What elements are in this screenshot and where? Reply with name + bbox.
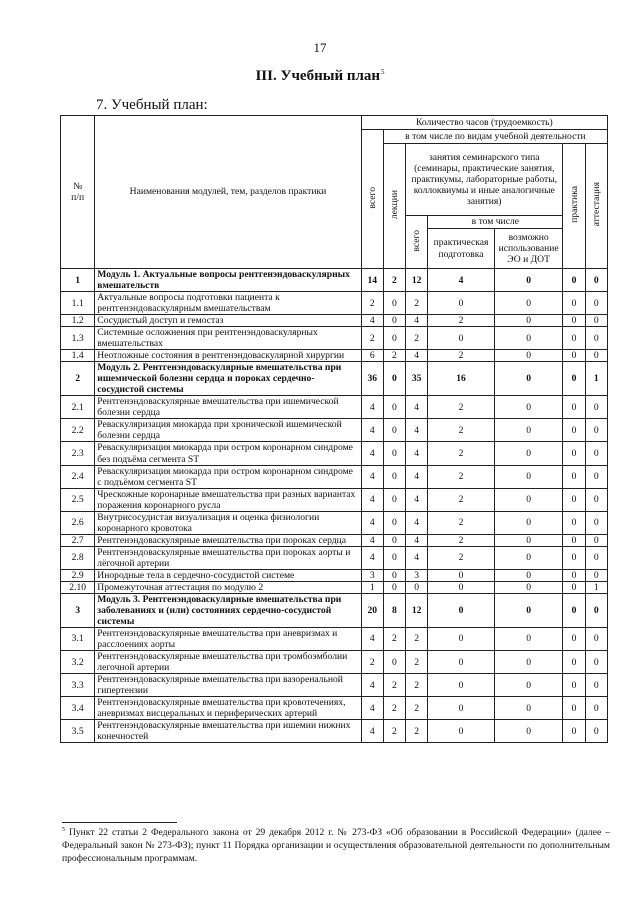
- cell-lec: 0: [383, 534, 405, 546]
- cell-eo: 0: [494, 269, 563, 292]
- cell-eo: 0: [494, 546, 563, 569]
- table-row: [61, 651, 608, 674]
- cell-att: 0: [585, 534, 607, 546]
- cell-lec: 2: [383, 674, 405, 697]
- cell-sem: 4: [406, 546, 428, 569]
- cell-pr: 0: [563, 546, 585, 569]
- cell-num: 1: [61, 269, 95, 292]
- cell-pp: 2: [428, 442, 495, 465]
- cell-pp: 2: [428, 488, 495, 511]
- cell-pp: 2: [428, 465, 495, 488]
- cell-eo: 0: [494, 327, 563, 350]
- cell-eo: 0: [494, 569, 563, 581]
- cell-pr: 0: [563, 465, 585, 488]
- cell-name: Инородные тела в сердечно-сосудистой системе: [95, 569, 361, 581]
- header-lectures-text: лекции: [388, 189, 400, 220]
- cell-sem: 12: [406, 269, 428, 292]
- cell-att: 0: [585, 419, 607, 442]
- cell-name: Чрескожные коронарные вмешательства при разных вариантах поражения коронарного русла: [95, 488, 361, 511]
- cell-sem: 2: [406, 720, 428, 743]
- cell-name: Промежуточная аттестация по модулю 2: [95, 581, 361, 593]
- cell-pr: 0: [563, 651, 585, 674]
- cell-total: 36: [361, 362, 383, 396]
- cell-name: Рентгенэндоваскулярные вмешательства при пороках аорты и лёгочной артерии: [95, 546, 361, 569]
- cell-pp: 0: [428, 627, 495, 650]
- cell-lec: 0: [383, 465, 405, 488]
- cell-name: Рентгенэндоваскулярные вмешательства при кровотечениях, аневризмах висцеральных и периферических артерий: [95, 697, 361, 720]
- cell-sem: 4: [406, 488, 428, 511]
- cell-lec: 0: [383, 569, 405, 581]
- cell-lec: 0: [383, 396, 405, 419]
- footnote-divider: [62, 822, 177, 823]
- cell-total: 2: [361, 327, 383, 350]
- cell-lec: 0: [383, 362, 405, 396]
- cell-lec: 0: [383, 442, 405, 465]
- cell-pr: 0: [563, 327, 585, 350]
- cell-name: Сосудистый доступ и гемостаз: [95, 315, 361, 327]
- cell-total: 4: [361, 674, 383, 697]
- cell-num: 2.4: [61, 465, 95, 488]
- cell-sem: 4: [406, 465, 428, 488]
- table-row: [61, 511, 608, 534]
- cell-att: 0: [585, 651, 607, 674]
- cell-pr: 0: [563, 511, 585, 534]
- cell-lec: 8: [383, 593, 405, 627]
- cell-att: 0: [585, 627, 607, 650]
- cell-att: 0: [585, 674, 607, 697]
- cell-name: Рентгенэндоваскулярные вмешательства при ишемии нижних конечностей: [95, 720, 361, 743]
- cell-pr: 0: [563, 488, 585, 511]
- cell-total: 4: [361, 396, 383, 419]
- cell-eo: 0: [494, 488, 563, 511]
- table-row: [61, 419, 608, 442]
- cell-att: 0: [585, 511, 607, 534]
- cell-eo: 0: [494, 720, 563, 743]
- header-lectures: [383, 144, 405, 269]
- table-row: [61, 569, 608, 581]
- cell-total: 4: [361, 488, 383, 511]
- header-attestation: [585, 144, 607, 269]
- table-row: [61, 627, 608, 650]
- cell-lec: 2: [383, 269, 405, 292]
- cell-sem: 2: [406, 651, 428, 674]
- cell-lec: 2: [383, 627, 405, 650]
- cell-name: Модуль 1. Актуальные вопросы рентгенэндоваскулярных вмешательств: [95, 269, 361, 292]
- module-row: [61, 593, 608, 627]
- cell-eo: 0: [494, 593, 563, 627]
- cell-pp: 0: [428, 292, 495, 315]
- cell-num: 3.3: [61, 674, 95, 697]
- cell-num: 2.5: [61, 488, 95, 511]
- cell-pp: 2: [428, 511, 495, 534]
- cell-pr: 0: [563, 534, 585, 546]
- cell-pp: 0: [428, 651, 495, 674]
- cell-att: 0: [585, 697, 607, 720]
- cell-num: 1.2: [61, 315, 95, 327]
- cell-num: 1.1: [61, 292, 95, 315]
- cell-lec: 0: [383, 327, 405, 350]
- table-row: [61, 546, 608, 569]
- cell-total: 2: [361, 292, 383, 315]
- header-seminar: занятия семинарского типа (семинары, практические занятия, практикумы, лабораторные работы, коллоквиумы и иные аналогичные занятия): [406, 144, 563, 216]
- cell-name: Рентгенэндоваскулярные вмешательства при тромбоэмболии легочной артерии: [95, 651, 361, 674]
- footnote: [62, 826, 610, 866]
- cell-pp: 0: [428, 674, 495, 697]
- cell-eo: 0: [494, 511, 563, 534]
- page-number: 17: [313, 40, 327, 55]
- module-row: [61, 362, 608, 396]
- cell-pp: 0: [428, 697, 495, 720]
- cell-num: 3.1: [61, 627, 95, 650]
- cell-name: Рентгенэндоваскулярные вмешательства при вазоренальной гипертензии: [95, 674, 361, 697]
- cell-total: 4: [361, 546, 383, 569]
- cell-total: 4: [361, 627, 383, 650]
- cell-pp: 2: [428, 315, 495, 327]
- cell-lec: 0: [383, 546, 405, 569]
- cell-sem: 35: [406, 362, 428, 396]
- cell-sem: 12: [406, 593, 428, 627]
- cell-sem: 2: [406, 292, 428, 315]
- cell-total: 20: [361, 593, 383, 627]
- table-row: [61, 292, 608, 315]
- header-practice-text: практика: [568, 186, 580, 223]
- cell-lec: 2: [383, 697, 405, 720]
- module-row: [61, 269, 608, 292]
- cell-sem: 2: [406, 327, 428, 350]
- cell-pp: 2: [428, 350, 495, 362]
- cell-total: 4: [361, 465, 383, 488]
- cell-pr: 0: [563, 350, 585, 362]
- cell-att: 0: [585, 292, 607, 315]
- cell-name: Модуль 2. Рентгенэндоваскулярные вмешательства при ишемической болезни сердца и пороках сердечно-сосудистой системы: [95, 362, 361, 396]
- cell-name: Неотложные состояния в рентгенэндоваскулярной хирургии: [95, 350, 361, 362]
- cell-name: Модуль 3. Рентгенэндоваскулярные вмешательства при заболеваниях и (или) состояниях сердечно-сосудистой системы: [95, 593, 361, 627]
- cell-lec: 0: [383, 651, 405, 674]
- cell-att: 0: [585, 350, 607, 362]
- cell-att: 0: [585, 442, 607, 465]
- cell-pr: 0: [563, 627, 585, 650]
- cell-pp: 0: [428, 569, 495, 581]
- cell-total: 4: [361, 442, 383, 465]
- cell-sem: 2: [406, 674, 428, 697]
- cell-eo: 0: [494, 292, 563, 315]
- cell-att: 0: [585, 569, 607, 581]
- cell-eo: 0: [494, 581, 563, 593]
- header-hours: Количество часов (трудоемкость): [361, 116, 607, 130]
- cell-sem: 4: [406, 315, 428, 327]
- cell-total: 6: [361, 350, 383, 362]
- table-row: [61, 697, 608, 720]
- cell-num: 2.6: [61, 511, 95, 534]
- cell-att: 1: [585, 362, 607, 396]
- cell-name: Рентгенэндоваскулярные вмешательства при аневризмах и расслоениях аорты: [95, 627, 361, 650]
- footnote-marker: 5: [62, 827, 65, 833]
- cell-name: Внутрисосудистая визуализация и оценка физиологии коронарного кровотока: [95, 511, 361, 534]
- cell-pp: 2: [428, 546, 495, 569]
- cell-eo: 0: [494, 362, 563, 396]
- cell-sem: 2: [406, 697, 428, 720]
- cell-lec: 0: [383, 419, 405, 442]
- cell-pr: 0: [563, 569, 585, 581]
- cell-pp: 2: [428, 534, 495, 546]
- cell-num: 2: [61, 362, 95, 396]
- table-row: [61, 720, 608, 743]
- header-total: [361, 130, 383, 269]
- cell-eo: 0: [494, 534, 563, 546]
- cell-lec: 0: [383, 292, 405, 315]
- cell-lec: 0: [383, 315, 405, 327]
- cell-att: 0: [585, 315, 607, 327]
- cell-num: 2.8: [61, 546, 95, 569]
- cell-total: 2: [361, 651, 383, 674]
- table-row: [61, 488, 608, 511]
- cell-total: 4: [361, 534, 383, 546]
- cell-sem: 4: [406, 534, 428, 546]
- cell-eo: 0: [494, 442, 563, 465]
- cell-eo: 0: [494, 419, 563, 442]
- cell-lec: 0: [383, 488, 405, 511]
- cell-total: 4: [361, 315, 383, 327]
- cell-lec: 2: [383, 720, 405, 743]
- cell-num: 1.3: [61, 327, 95, 350]
- cell-num: 2.7: [61, 534, 95, 546]
- table-row: [61, 327, 608, 350]
- cell-att: 0: [585, 327, 607, 350]
- table-row: [61, 350, 608, 362]
- cell-eo: 0: [494, 315, 563, 327]
- cell-pr: 0: [563, 442, 585, 465]
- cell-pr: 0: [563, 315, 585, 327]
- cell-eo: 0: [494, 697, 563, 720]
- cell-att: 1: [585, 581, 607, 593]
- cell-pp: 2: [428, 419, 495, 442]
- header-name: Наименования модулей, тем, разделов практики: [95, 116, 361, 269]
- cell-sem: 3: [406, 569, 428, 581]
- cell-pr: 0: [563, 362, 585, 396]
- footnote-text: Пункт 22 статьи 2 Федерального закона от 29 декабря 2012 г. № 273-ФЗ «Об образовании в Российской Федерации» (далее – Федеральный закон № 273-ФЗ); пункт 11 Порядка организации и осуществления образовательной деятельности по дополнительным профессиональным программам.: [62, 827, 610, 865]
- cell-pp: 2: [428, 396, 495, 419]
- cell-sem: 4: [406, 419, 428, 442]
- cell-lec: 2: [383, 350, 405, 362]
- cell-num: 2.3: [61, 442, 95, 465]
- cell-num: 3.4: [61, 697, 95, 720]
- cell-pp: 0: [428, 720, 495, 743]
- header-attestation-text: аттестация: [590, 182, 602, 227]
- cell-pr: 0: [563, 292, 585, 315]
- cell-att: 0: [585, 546, 607, 569]
- cell-pr: 0: [563, 593, 585, 627]
- cell-eo: 0: [494, 396, 563, 419]
- cell-pp: 16: [428, 362, 495, 396]
- cell-total: 4: [361, 720, 383, 743]
- cell-pp: 0: [428, 581, 495, 593]
- header-by-type: в том числе по видам учебной деятельности: [383, 130, 607, 144]
- cell-num: 3.5: [61, 720, 95, 743]
- cell-pr: 0: [563, 720, 585, 743]
- cell-pr: 0: [563, 419, 585, 442]
- cell-total: 4: [361, 511, 383, 534]
- cell-pr: 0: [563, 396, 585, 419]
- cell-sem: 4: [406, 396, 428, 419]
- cell-pp: 4: [428, 269, 495, 292]
- cell-lec: 0: [383, 511, 405, 534]
- header-total-text: всего: [366, 186, 378, 209]
- cell-pr: 0: [563, 697, 585, 720]
- cell-total: 3: [361, 569, 383, 581]
- header-practical-training: практическая подготовка: [428, 229, 495, 269]
- cell-total: 4: [361, 419, 383, 442]
- cell-pr: 0: [563, 674, 585, 697]
- cell-total: 1: [361, 581, 383, 593]
- cell-sem: 4: [406, 350, 428, 362]
- cell-num: 3.2: [61, 651, 95, 674]
- subtitle: 7. Учебный план:: [96, 97, 208, 113]
- table-row: [61, 534, 608, 546]
- cell-eo: 0: [494, 627, 563, 650]
- cell-sem: 4: [406, 442, 428, 465]
- cell-num: 2.9: [61, 569, 95, 581]
- cell-name: Актуальные вопросы подготовки пациента к рентгенэндоваскулярным вмешательствам: [95, 292, 361, 315]
- header-practice: [563, 144, 585, 269]
- cell-att: 0: [585, 488, 607, 511]
- cell-sem: 0: [406, 581, 428, 593]
- header-num: № п/п: [61, 116, 95, 269]
- table-row: [61, 442, 608, 465]
- cell-name: Реваскуляризация миокарда при остром коронарном синдроме с подъёмом сегмента ST: [95, 465, 361, 488]
- cell-pp: 0: [428, 593, 495, 627]
- cell-pr: 0: [563, 581, 585, 593]
- cell-att: 0: [585, 720, 607, 743]
- cell-total: 4: [361, 697, 383, 720]
- header-seminar-total-text: всего: [411, 229, 423, 252]
- section-title: [0, 68, 640, 85]
- header-eo-dot: возможно использование ЭО и ДОТ: [494, 229, 563, 269]
- section-title-text: III. Учебный план: [255, 68, 381, 84]
- cell-name: Системные осложнения при рентгенэндоваскулярных вмешательствах: [95, 327, 361, 350]
- table-body: [61, 269, 608, 743]
- cell-num: 1.4: [61, 350, 95, 362]
- cell-pp: 0: [428, 327, 495, 350]
- table-row: [61, 465, 608, 488]
- cell-eo: 0: [494, 350, 563, 362]
- cell-att: 0: [585, 593, 607, 627]
- table-row: [61, 581, 608, 593]
- cell-num: 2.2: [61, 419, 95, 442]
- cell-name: Рентгенэндоваскулярные вмешательства при ишемической болезни сердца: [95, 396, 361, 419]
- cell-name: Реваскуляризация миокарда при хронической ишемической болезни сердца: [95, 419, 361, 442]
- cell-att: 0: [585, 465, 607, 488]
- header-seminar-total: [406, 216, 428, 269]
- cell-num: 2.10: [61, 581, 95, 593]
- cell-att: 0: [585, 396, 607, 419]
- table-row: [61, 315, 608, 327]
- cell-sem: 2: [406, 627, 428, 650]
- cell-sem: 4: [406, 511, 428, 534]
- cell-eo: 0: [494, 465, 563, 488]
- cell-pr: 0: [563, 269, 585, 292]
- header-including: в том числе: [428, 216, 563, 229]
- cell-att: 0: [585, 269, 607, 292]
- table-row: [61, 674, 608, 697]
- curriculum-table: [60, 115, 608, 743]
- cell-lec: 0: [383, 581, 405, 593]
- cell-num: 3: [61, 593, 95, 627]
- cell-total: 14: [361, 269, 383, 292]
- cell-name: Рентгенэндоваскулярные вмешательства при пороках сердца: [95, 534, 361, 546]
- cell-name: Реваскуляризация миокарда при остром коронарном синдроме без подъёма сегмента ST: [95, 442, 361, 465]
- cell-eo: 0: [494, 651, 563, 674]
- table-row: [61, 396, 608, 419]
- cell-num: 2.1: [61, 396, 95, 419]
- cell-eo: 0: [494, 674, 563, 697]
- footnote-ref: 5: [381, 68, 385, 76]
